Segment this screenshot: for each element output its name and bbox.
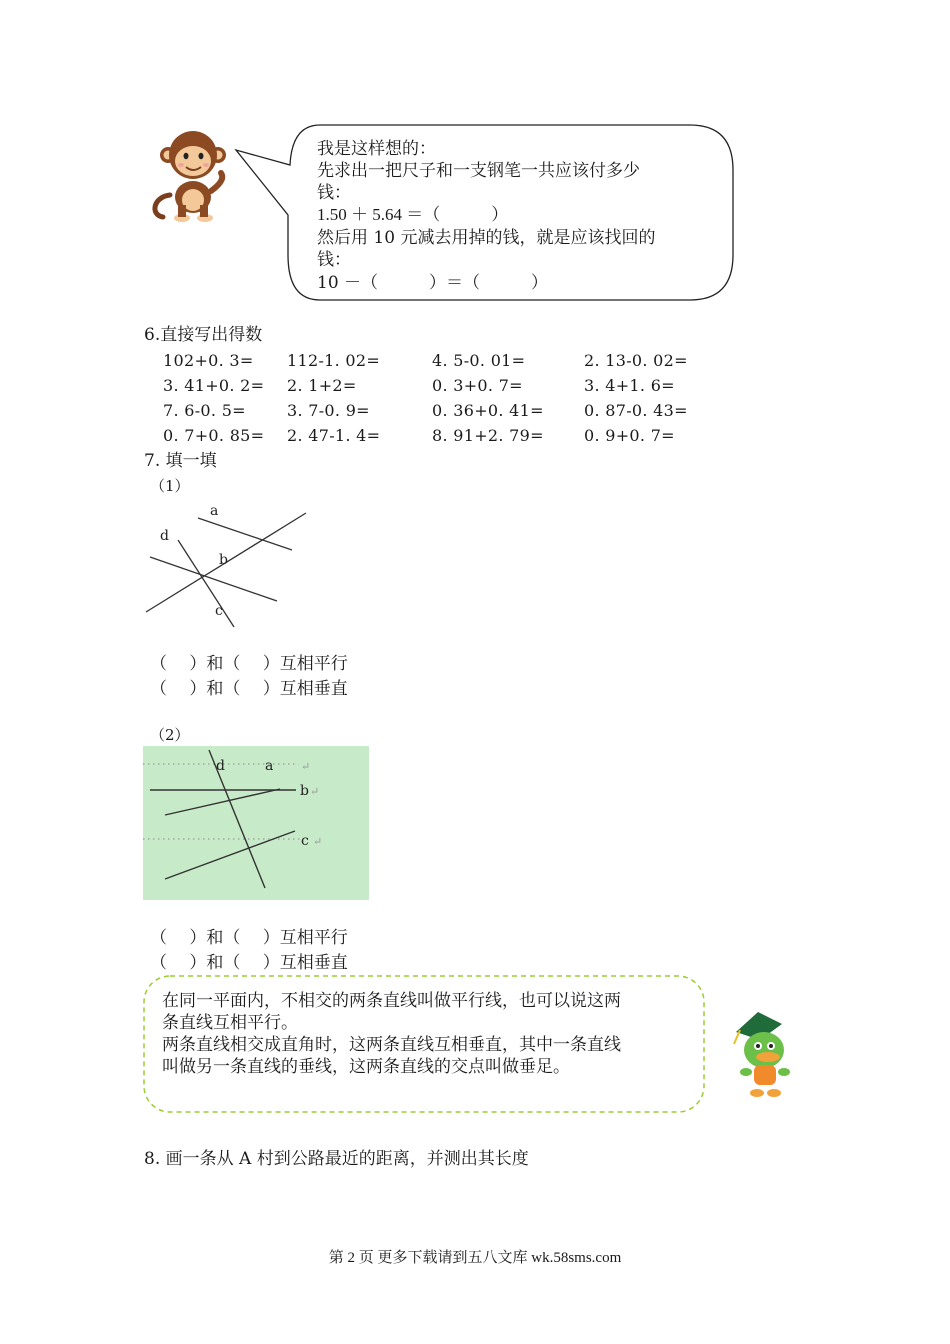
figure-lines-2: [143, 746, 369, 900]
line-label-c: c: [215, 603, 223, 619]
bubble-line: 我是这样想的：: [317, 139, 436, 159]
monkey-illustration: [148, 125, 238, 225]
math-cell: 7. 6-0. 5=: [163, 401, 246, 420]
line-label-d: d: [160, 528, 169, 544]
part2-label: （2）: [150, 726, 190, 744]
line-label-a: a: [265, 758, 274, 774]
bubble-line: 先求出一把尺子和一支钢笔一共应该付多少: [317, 161, 640, 181]
math-cell: 2. 1+2=: [287, 376, 357, 395]
bubble-line: 1.50 ＋ 5.64 ＝（ ）: [317, 205, 509, 224]
bubble-line: 10 －（ ）＝（ ）: [317, 273, 549, 293]
blank-perpendicular-2[interactable]: （ ）和（ ）互相垂直: [150, 953, 348, 973]
bubble-line: 钱：: [317, 183, 351, 203]
math-cell: 2. 47-1. 4=: [287, 426, 381, 445]
math-cell: 0. 3+0. 7=: [432, 376, 523, 395]
math-cell: 0. 87-0. 43=: [584, 401, 688, 420]
blank-parallel-1[interactable]: （ ）和（ ）互相平行: [150, 654, 348, 674]
page-footer: 第 2 页 更多下载请到五八文库 wk.58sms.com: [328, 1250, 622, 1266]
figure-lines-1: [140, 500, 315, 635]
math-cell: 2. 13-0. 02=: [584, 351, 688, 370]
bubble-line: 钱：: [317, 250, 351, 270]
note-line: 两条直线相交成直角时，这两条直线互相垂直，其中一条直线: [162, 1035, 621, 1055]
blank-perpendicular-1[interactable]: （ ）和（ ）互相垂直: [150, 679, 348, 699]
math-cell: 112-1. 02=: [287, 351, 381, 370]
math-cell: 102+0. 3=: [163, 351, 254, 370]
math-cell: 0. 7+0. 85=: [163, 426, 265, 445]
note-line: 条直线互相平行。: [162, 1013, 298, 1033]
line-label-d: d: [216, 758, 225, 774]
math-cell: 3. 41+0. 2=: [163, 376, 265, 395]
math-cell: 0. 9+0. 7=: [584, 426, 675, 445]
section6-title: 6.直接写出得数: [144, 325, 263, 345]
note-line: 在同一平面内，不相交的两条直线叫做平行线，也可以说这两: [162, 991, 621, 1011]
math-cell: 3. 7-0. 9=: [287, 401, 370, 420]
part1-label: （1）: [150, 477, 190, 495]
return-mark: ↵: [310, 785, 320, 798]
line-label-c: c: [301, 833, 309, 849]
math-cell: 4. 5-0. 01=: [432, 351, 526, 370]
line-label-a: a: [210, 503, 219, 519]
section8-title: 8. 画一条从 A 村到公路最近的距离，并测出其长度: [144, 1149, 529, 1169]
bubble-line: 然后用 10 元减去用掉的钱，就是应该找回的: [317, 228, 656, 248]
math-cell: 8. 91+2. 79=: [432, 426, 544, 445]
line-label-b: b: [219, 552, 228, 568]
math-cell: 0. 36+0. 41=: [432, 401, 544, 420]
return-mark: ↵: [313, 835, 323, 848]
section7-title: 7. 填一填: [144, 451, 217, 471]
blank-parallel-2[interactable]: （ ）和（ ）互相平行: [150, 928, 348, 948]
return-mark: ↵: [301, 760, 311, 773]
note-line: 叫做另一条直线的垂线，这两条直线的交点叫做垂足。: [162, 1057, 570, 1077]
duck-mascot-illustration: [728, 1010, 803, 1100]
line-label-b: b: [300, 783, 309, 799]
math-cell: 3. 4+1. 6=: [584, 376, 675, 395]
